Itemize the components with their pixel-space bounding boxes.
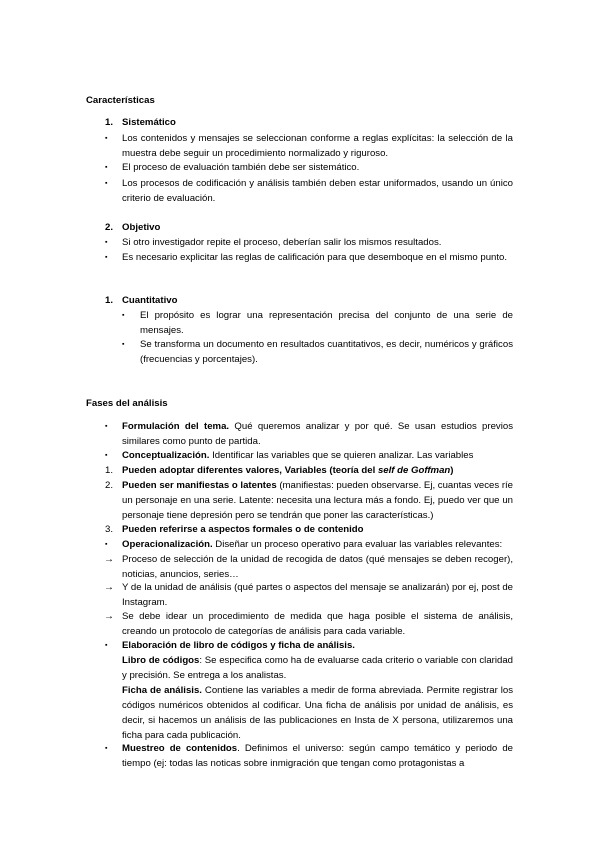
term: Operacionalización.: [122, 539, 213, 550]
term: Conceptualización.: [122, 450, 210, 461]
item-title-sistematico: Sistemático: [122, 117, 176, 128]
definition: . Definimos el universo: según campo temático y periodo de tiempo (ej: todas las noticas sobre inmigración que tengan como protagonistas a: [122, 743, 513, 769]
bullet-square: ▪: [105, 180, 108, 187]
definition: (manifiestas: pueden observarse. Ej, cuantas veces ríe un personaje en una serie. Latente: necesita una lectura más a fondo. Ej, puedo ver que un personaje tiene depresión pero se tendrán que poner las características.): [122, 480, 514, 521]
term: Formulación del tema.: [122, 421, 230, 432]
term-end: ): [450, 465, 454, 476]
item-number: 1.: [105, 465, 114, 476]
term: Libro de códigos: [122, 655, 200, 666]
list-item: Se transforma un documento en resultados cuantitativos, es decir, numéricos y gráficos (frecuencias y porcentajes).: [140, 339, 513, 365]
list-item: Es necesario explicitar las reglas de calificación para que desemboque en el mismo punto.: [122, 252, 508, 263]
term: Pueden ser manifiestas o latentes: [122, 480, 277, 491]
arrow-icon: →: [104, 582, 114, 593]
item-number: 2.: [105, 222, 114, 233]
term: Pueden adoptar diferentes valores, Variables (teoría del: [122, 465, 378, 476]
bullet-square: ▪: [122, 312, 125, 319]
definition: : Se especifica como ha de evaluarse cada criterio o variable con claridad y precisión. Se entrega a los analistas.: [122, 655, 513, 681]
bullet-square: ▪: [105, 135, 108, 142]
item-number: 1.: [105, 295, 114, 306]
bullet-square: ▪: [105, 452, 108, 459]
arrow-icon: →: [104, 554, 114, 565]
item-number: 1.: [105, 117, 114, 128]
arrow-item: Proceso de selección de la unidad de recogida de datos (qué mensajes se deben recoger), noticias, anuncios, series…: [122, 554, 513, 580]
term: Muestreo de contenidos: [122, 743, 238, 754]
bullet-square: ▪: [122, 341, 125, 348]
list-item-muestreo: [122, 741, 513, 771]
definition: Qué queremos analizar y por qué. Se usan estudios previos similares como punto de partida.: [122, 421, 513, 447]
item-title-cuantitativo: Cuantitativo: [122, 295, 178, 306]
item-number: 2.: [105, 480, 114, 491]
bullet-square: ▪: [105, 423, 108, 430]
list-item-elaboracion: Elaboración de libro de códigos y ficha de análisis.: [122, 640, 355, 651]
list-item: Si otro investigador repite el proceso, deberían salir los mismos resultados.: [122, 237, 442, 248]
list-item: El proceso de evaluación también debe ser sistemático.: [122, 162, 360, 173]
item-number: 3.: [105, 524, 114, 535]
variable-item: Pueden referirse a aspectos formales o de contenido: [122, 524, 364, 535]
list-item: Los procesos de codificación y análisis también deben estar uniformados, usando un único criterio de evaluación.: [122, 178, 513, 204]
list-item-operacionalizacion: [122, 537, 513, 552]
list-item-formulacion: [122, 419, 513, 449]
bullet-square: ▪: [105, 745, 108, 752]
list-item: El propósito es lograr una representación precisa del conjunto de una serie de mensajes.: [140, 310, 513, 336]
arrow-item: Y de la unidad de análisis (qué partes o aspectos del mensaje se analizarán) por ej, post de Instagram.: [122, 582, 513, 608]
variable-item: [122, 463, 513, 478]
list-item-conceptualizacion: [122, 448, 513, 463]
libro-codigos-paragraph: [122, 653, 513, 683]
item-title-objetivo: Objetivo: [122, 222, 161, 233]
bullet-square: ▪: [105, 239, 108, 246]
bullet-square: ▪: [105, 254, 108, 261]
section-title-fases: Fases del análisis: [86, 398, 168, 409]
definition: Identificar las variables que se quieren analizar. Las variables: [209, 450, 474, 461]
definition: Diseñar un proceso operativo para evaluar las variables relevantes:: [212, 539, 503, 550]
arrow-icon: →: [104, 611, 114, 622]
definition: Contiene las variables a medir de forma abreviada. Permite registrar los códigos numéricos obtenidos al codificar. Una ficha de análisis por unidad de análisis, es decir, si hacemos un análisis de las publicaciones en Insta de X persona, utilizaremos una ficha para cada publicación.: [122, 685, 513, 741]
bullet-square: ▪: [105, 164, 108, 171]
arrow-item: Se debe idear un procedimiento de medida que haga posible el sistema de análisis, creando un protocolo de categorías de análisis para cada variable.: [122, 611, 513, 637]
bullet-square: ▪: [105, 541, 108, 548]
ficha-analisis-paragraph: [122, 683, 513, 743]
section-title-caracteristicas: Características: [86, 95, 155, 106]
term-italic: self de Goffman: [377, 465, 451, 476]
bullet-square: ▪: [105, 642, 108, 649]
term: Ficha de análisis.: [122, 685, 202, 696]
list-item: Los contenidos y mensajes se seleccionan conforme a reglas explícitas: la selección de la muestra debe seguir un procedimiento normalizado y riguroso.: [122, 133, 513, 159]
variable-item: [122, 478, 513, 523]
